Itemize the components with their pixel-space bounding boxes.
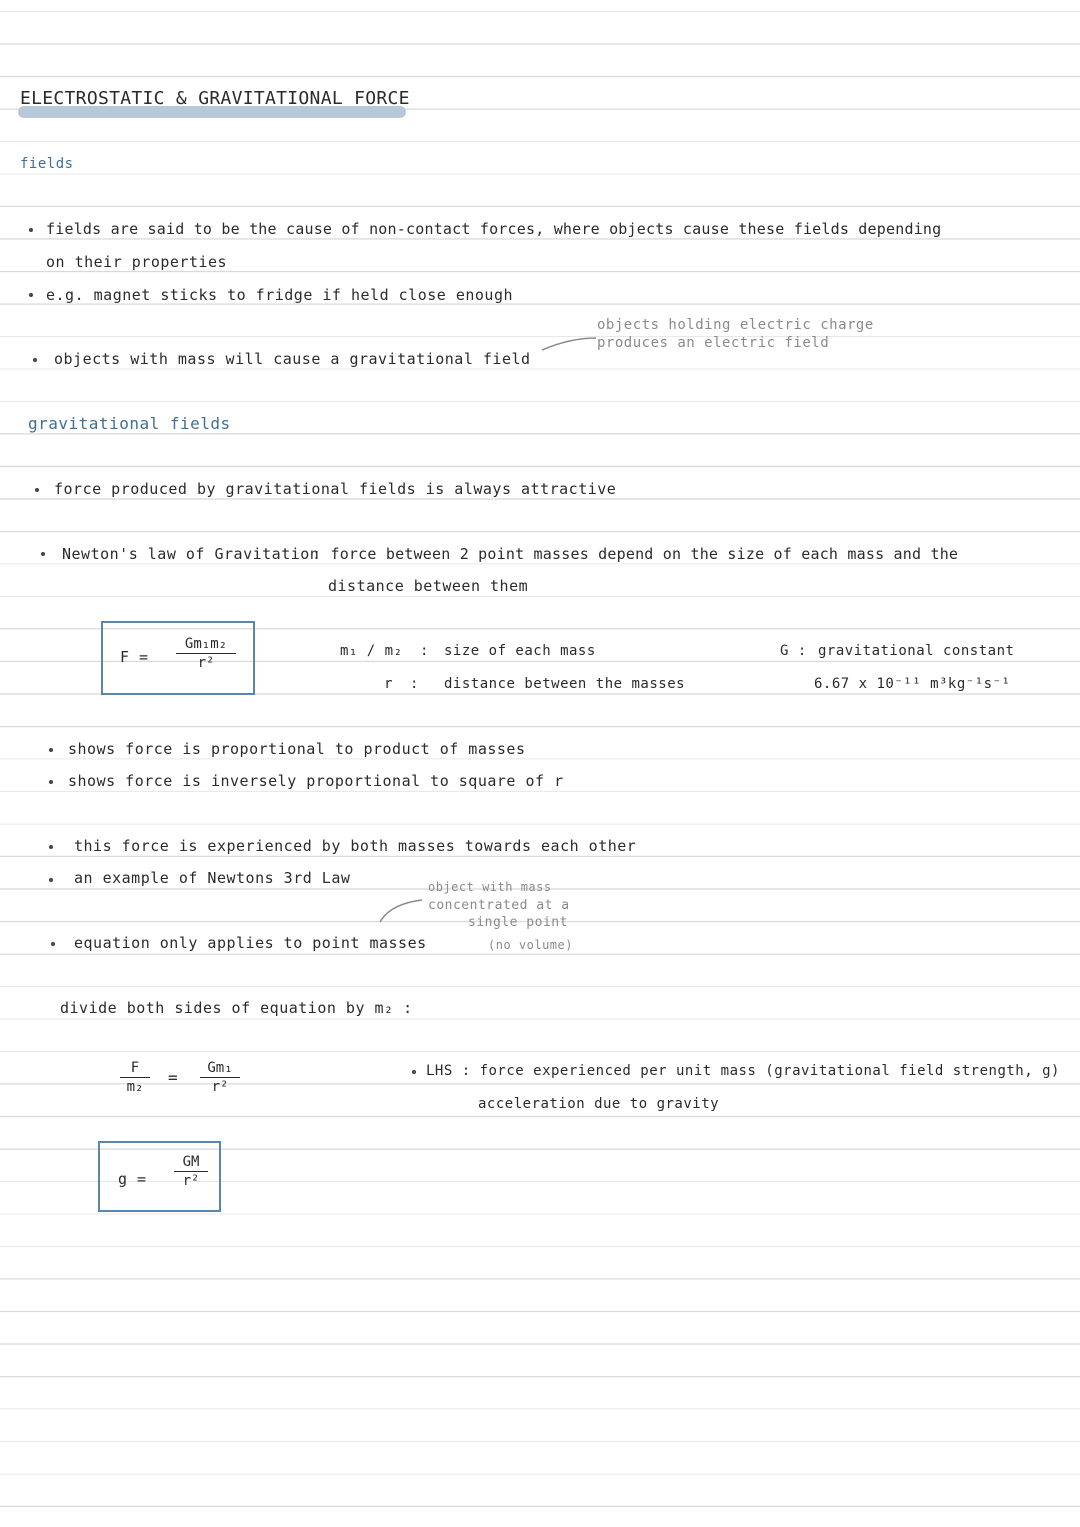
divide-both-sides: divide both sides of equation by m₂ : — [60, 999, 413, 1017]
def-m-text: size of each mass — [444, 643, 596, 659]
fields-bullet1-line1: fields are said to be the cause of non-contact forces, where objects cause these fields depending — [46, 220, 942, 238]
point-mass-note-line4: (no volume) — [488, 938, 573, 952]
newtons-third-law: an example of Newtons 3rd Law — [74, 869, 351, 887]
eq2-right-numerator: Gm₁ — [207, 1060, 233, 1076]
eq2-right-denominator: r² — [211, 1079, 229, 1095]
lhs-definition-line2: acceleration due to gravity — [478, 1096, 720, 1112]
experienced-both-masses: this force is experienced by both masses towards each other — [74, 837, 637, 855]
def-g-text: gravitational constant — [818, 643, 1015, 659]
bullet-dot — [41, 552, 45, 556]
lhs-definition-line1: LHS : force experienced per unit mass (gravitational field strength, g) — [426, 1063, 1060, 1079]
electric-field-note-line2: produces an electric field — [597, 335, 830, 351]
page-title: ELECTROSTATIC & GRAVITATIONAL FORCE — [20, 88, 410, 109]
eq1-denominator: r² — [197, 655, 215, 671]
def-m-label: m₁ / m₂ — [340, 643, 403, 659]
eq2-left-denominator: m₂ — [126, 1079, 144, 1095]
shows-proportional: shows force is proportional to product of masses — [68, 740, 526, 758]
eq2-left-numerator: F — [130, 1060, 140, 1076]
eq2-left-fraction — [120, 1060, 150, 1095]
fields-bullet2: e.g. magnet sticks to fridge if held close enough — [46, 286, 514, 304]
note-pointer-line — [540, 334, 600, 354]
eq3-numerator: GM — [182, 1154, 200, 1170]
newton-law-label: Newton's law of Gravitation — [62, 545, 320, 563]
bullet-dot — [49, 780, 53, 784]
section-heading-gravitational: gravitational fields — [28, 414, 231, 433]
bullet-dot — [29, 228, 33, 232]
eq1-lhs: F = — [120, 648, 149, 666]
fields-bullet3: objects with mass will cause a gravitational field — [54, 350, 531, 368]
bullet-dot — [49, 845, 53, 849]
point-mass-note-line2: concentrated at a — [428, 898, 570, 913]
def-m-colon: : — [420, 643, 429, 659]
def-r-text: distance between the masses — [444, 676, 686, 692]
eq1-numerator: Gm₁m₂ — [184, 636, 228, 652]
bullet-dot — [29, 293, 33, 297]
eq3-denominator: r² — [182, 1173, 200, 1189]
eq2-right-fraction — [200, 1060, 240, 1095]
newton-law-definition-line2: distance between them — [328, 577, 529, 595]
bullet-dot — [51, 942, 55, 946]
def-g-label: G : — [780, 643, 807, 659]
eq3-lhs: g = — [118, 1170, 147, 1188]
electric-field-note-line1: objects holding electric charge — [597, 317, 874, 333]
def-r-label: r — [384, 676, 393, 692]
bullet-dot — [412, 1070, 416, 1074]
bullet-dot — [33, 358, 37, 362]
eq2-equals: = — [168, 1068, 179, 1087]
point-mass-pointer-line — [378, 898, 428, 926]
bullet-dot — [49, 878, 53, 882]
section-heading-fields: fields — [20, 156, 74, 172]
def-g-value: 6.67 x 10⁻¹¹ m³kg⁻¹s⁻¹ — [814, 676, 1011, 692]
eq1-fraction — [176, 636, 236, 671]
fields-bullet1-line2: on their properties — [46, 253, 228, 271]
shows-inverse: shows force is inversely proportional to square of r — [68, 772, 564, 790]
bullet-dot — [35, 488, 39, 492]
equation-only-point-masses: equation only applies to point masses — [74, 934, 427, 952]
bullet-dot — [49, 748, 53, 752]
grav-bullet1: force produced by gravitational fields is always attractive — [54, 480, 617, 498]
newton-law-definition-line1: : force between 2 point masses depend on the size of each mass and the — [312, 545, 959, 563]
point-mass-note-line1: object with mass — [428, 880, 552, 894]
def-r-colon: : — [410, 676, 419, 692]
eq3-fraction — [174, 1154, 208, 1189]
point-mass-note-line3: single point — [468, 915, 568, 930]
